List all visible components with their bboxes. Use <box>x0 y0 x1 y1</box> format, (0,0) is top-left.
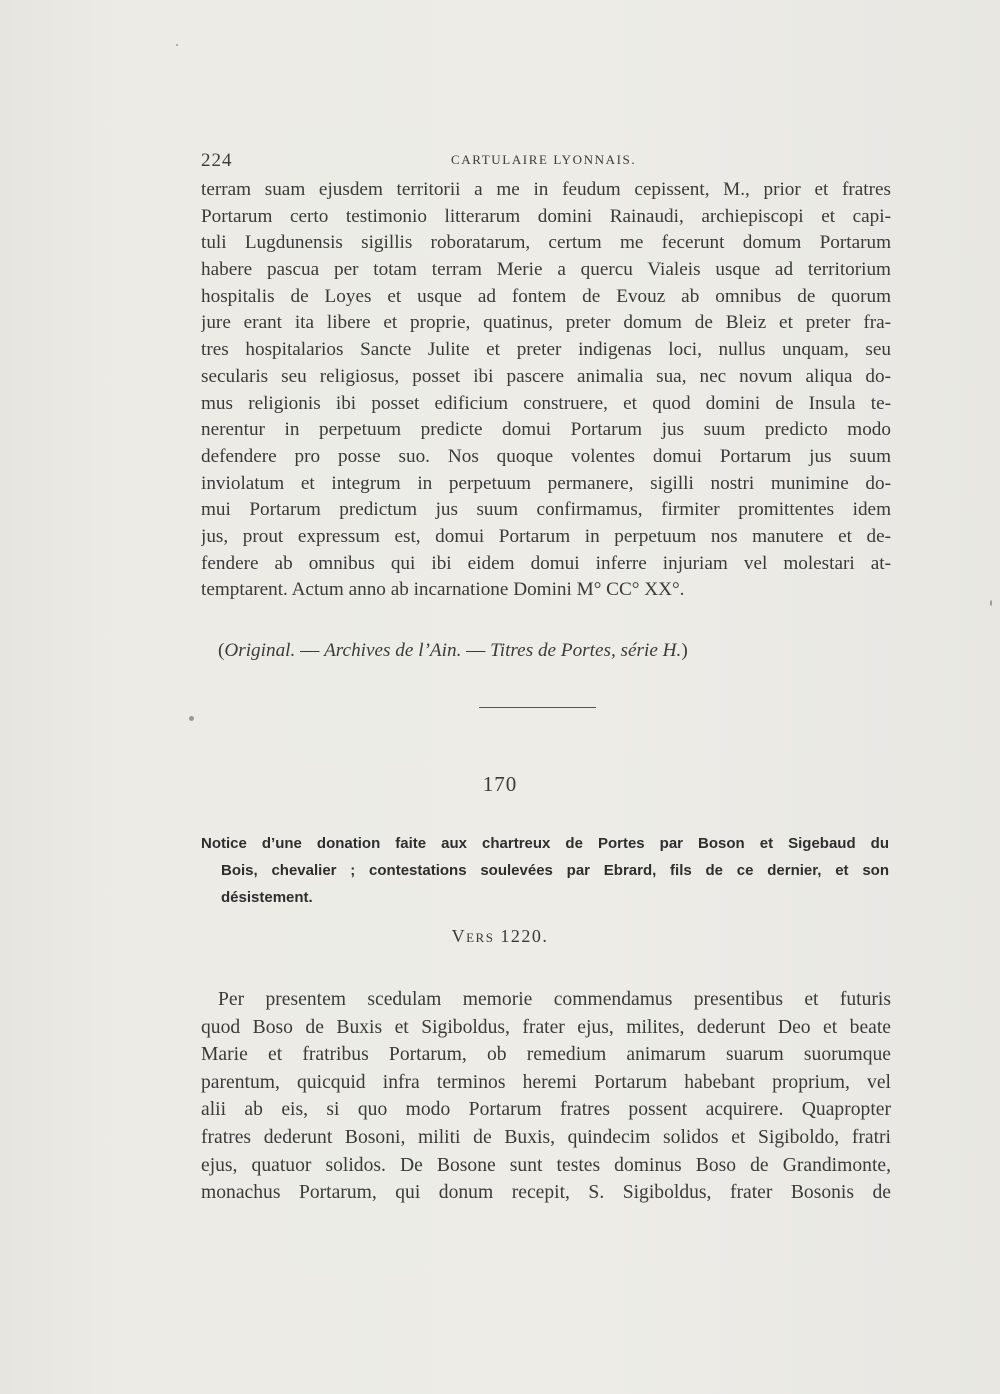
text-line: temptarent. Actum anno ab incarnatione Domini M° CC° XX°. <box>201 579 685 601</box>
text-line: tuli Lugdunensis sigillis roboratarum, certum me fecerunt domum Portarum <box>201 232 891 254</box>
source-note-dash: — <box>461 640 491 661</box>
running-head <box>201 150 889 174</box>
previous-charter-text <box>201 177 891 604</box>
text-line: mus religionis ibi posset edificium construere, et quod domini de Insula te- <box>201 392 891 414</box>
text-line: Portarum certo testimonio litterarum domini Rainaudi, archiepiscopi et capi- <box>201 205 891 227</box>
paper-speck <box>189 716 194 721</box>
paper-speck <box>176 44 178 46</box>
source-note-open: ( <box>218 640 225 661</box>
source-note-titres: Titres de Portes, série H. <box>490 640 682 661</box>
text-line: parentum, quicquid infra terminos heremi Portarum habebant proprium, vel <box>201 1071 891 1093</box>
text-line: alii ab eis, si quo modo Portarum fratres possent acquirere. Quapropter <box>201 1099 891 1121</box>
source-note-original: Original. <box>224 640 296 661</box>
text-line: habere pascua per totam terram Merie a quercu Vialeis usque ad territorium <box>201 259 891 281</box>
text-line: terram suam ejusdem territorii a me in feudum cepissent, M., prior et fratres <box>201 179 891 200</box>
charter-summary <box>201 830 889 911</box>
text-line: fendere ab omnibus qui ibi eidem domui inferre injuriam vel molestari at- <box>201 552 891 574</box>
summary-line: Notice d’une donation faite aux chartreux de Portes par Boson et Sigebaud du <box>201 835 889 852</box>
text-line: defendere pro posse suo. Nos quoque volentes domui Portarum jus suum <box>201 445 891 467</box>
charter-number: 170 <box>482 772 518 796</box>
text-line: Marie et fratribus Portarum, ob remedium animarum suarum suorumque <box>201 1044 891 1066</box>
running-title: CARTULAIRE LYONNAIS. <box>451 152 637 167</box>
paper-speck <box>990 600 992 606</box>
text-line: mui Portarum predictum jus suum confirmamus, firmiter promittentes idem <box>201 499 891 521</box>
text-line: nerentur in perpetuum predicte domui Portarum jus suum predicto modo <box>201 419 891 441</box>
charter-text <box>201 986 891 1207</box>
charter-date-text: Vers 1220. <box>451 926 549 946</box>
text-line: jure erant ita libere et proprie, quatinus, preter domum de Bleiz et preter fra- <box>201 312 891 334</box>
source-note-close: ) <box>681 640 688 661</box>
source-note-dash: — <box>295 640 325 661</box>
source-note <box>218 640 688 662</box>
text-line: quod Boso de Buxis et Sigiboldus, frater ejus, milites, dederunt Deo et beate <box>201 1016 891 1038</box>
text-line: hospitalis de Loyes et usque ad fontem de Evouz ab omnibus de quorum <box>201 285 891 307</box>
summary-line: désistement. <box>221 889 313 906</box>
text-line: secularis seu religiosus, posset ibi pascere animalia sua, nec novum aliqua do- <box>201 365 891 387</box>
section-separator <box>479 707 596 708</box>
charter-date <box>0 926 1000 947</box>
text-line: tres hospitalarios Sancte Julite et preter indigenas loci, nullus unquam, seu <box>201 339 891 361</box>
summary-line: Bois, chevalier ; contestations soulevées par Ebrard, fils de ce dernier, et son <box>221 862 889 879</box>
text-line: Per presentem scedulam memorie commendamus presentibus et futuris <box>218 989 891 1010</box>
text-line: inviolatum et integrum in perpetuum permanere, sigilli nostri munimine do- <box>201 472 891 494</box>
text-line: ejus, quatuor solidos. De Bosone sunt testes dominus Boso de Grandimonte, <box>201 1154 891 1176</box>
source-note-archives: Archives de l’Ain. <box>324 640 462 661</box>
page-number: 224 <box>201 150 233 171</box>
text-line: jus, prout expressum est, domui Portarum in perpetuum nos manutere et de- <box>201 525 891 547</box>
text-line: monachus Portarum, qui donum recepit, S. Sigiboldus, frater Bosonis de <box>201 1182 891 1204</box>
text-line: fratres dederunt Bosoni, militi de Buxis, quindecim solidos et Sigiboldo, fratri <box>201 1126 891 1148</box>
